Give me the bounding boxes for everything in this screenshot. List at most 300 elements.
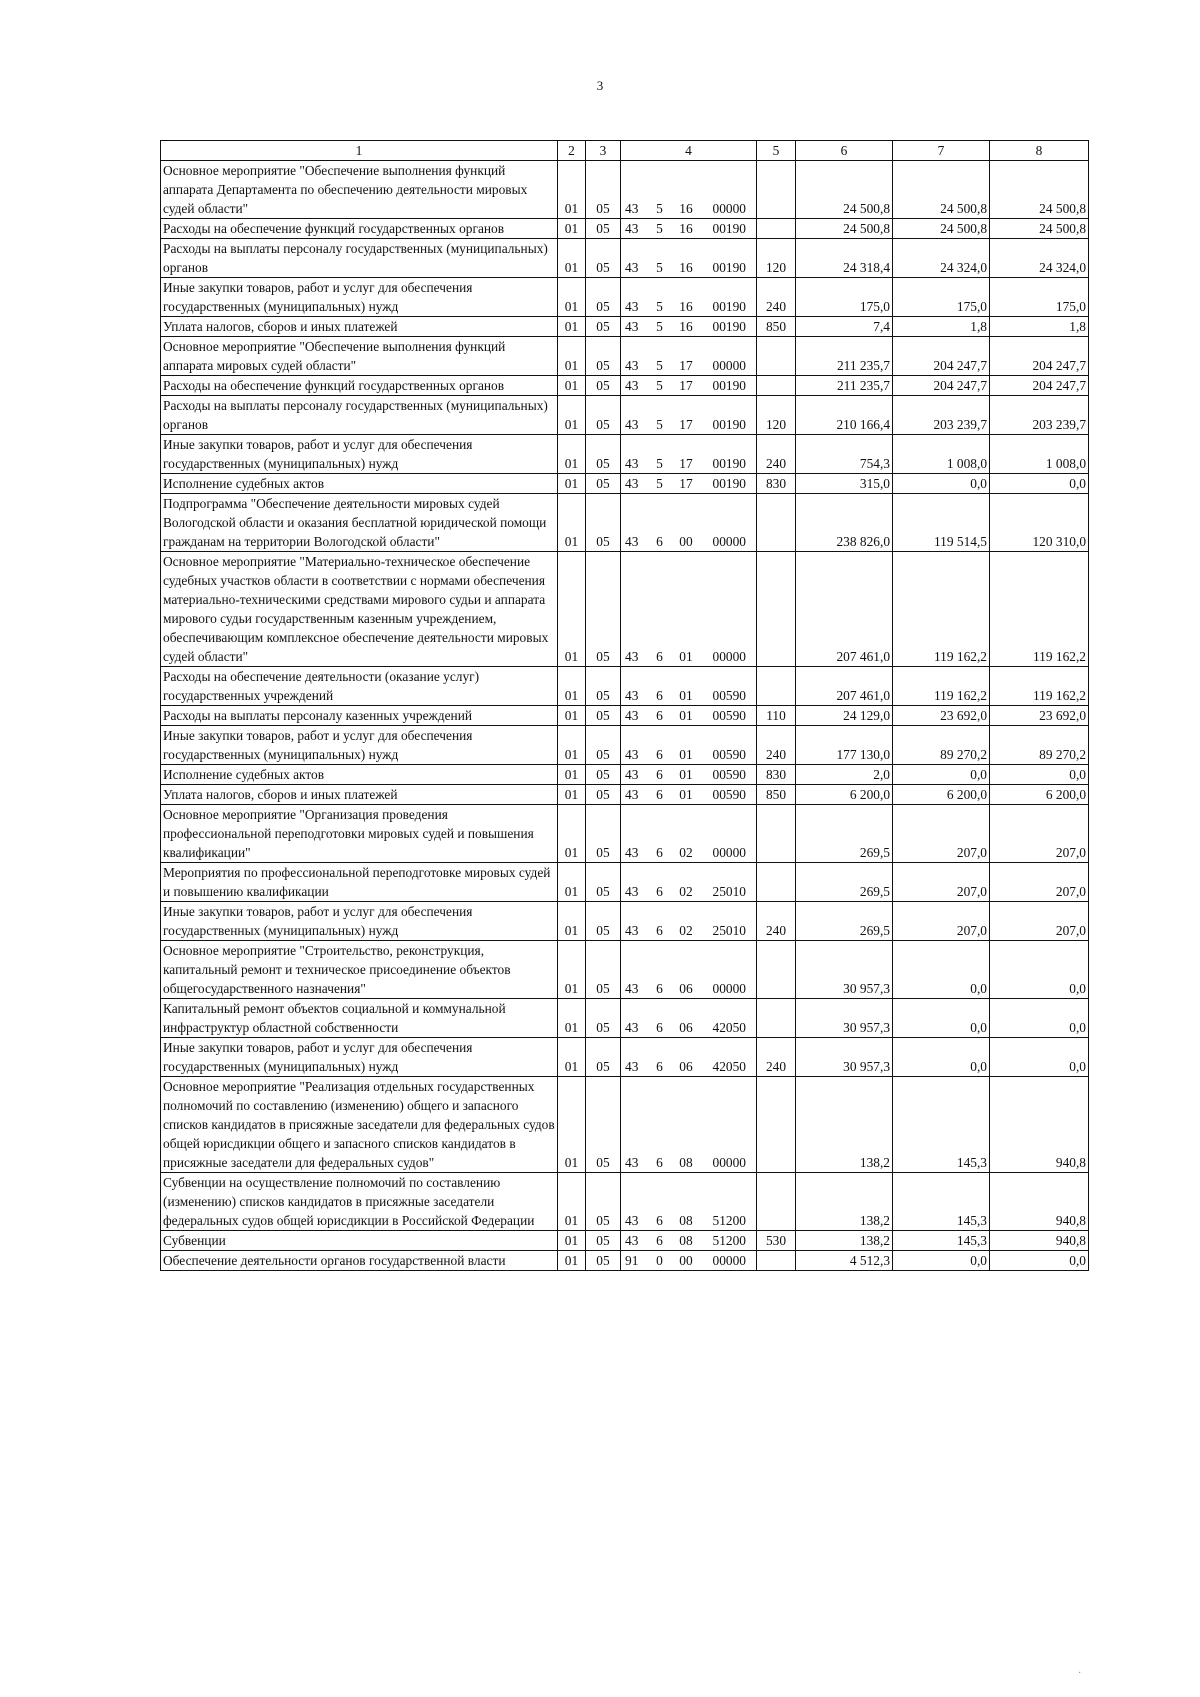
amount-col-8: 0,0 xyxy=(990,941,1089,999)
direction-code: 00000 xyxy=(703,1077,757,1173)
event-code: 08 xyxy=(670,1077,703,1173)
event-code: 01 xyxy=(670,706,703,726)
budget-table xyxy=(160,140,1089,1271)
table-body xyxy=(161,161,1089,1271)
section-code: 01 xyxy=(558,337,586,376)
section-code: 01 xyxy=(558,474,586,494)
program-code: 43 xyxy=(621,317,650,337)
subprogram-code: 6 xyxy=(650,902,670,941)
subprogram-code: 6 xyxy=(650,941,670,999)
amount-col-8: 204 247,7 xyxy=(990,337,1089,376)
program-code: 43 xyxy=(621,941,650,999)
row-name: Основное мероприятие "Реализация отдельных государственных полномочий по составлению (изменению) общего и запасного списков кандидатов в присяжные заседатели для федеральных судов общей юрисдикции общего и запасного списков кандидатов в присяжные заседатели для федеральных судов" xyxy=(161,1077,558,1173)
event-code: 16 xyxy=(670,161,703,219)
expense-type-code: 110 xyxy=(757,706,796,726)
table-row xyxy=(161,494,1089,552)
amount-col-7: 119 514,5 xyxy=(893,494,990,552)
program-code: 43 xyxy=(621,902,650,941)
direction-code: 00590 xyxy=(703,667,757,706)
expense-type-code xyxy=(757,1173,796,1231)
event-code: 16 xyxy=(670,278,703,317)
subsection-code: 05 xyxy=(586,1231,621,1251)
program-code: 43 xyxy=(621,494,650,552)
direction-code: 00190 xyxy=(703,376,757,396)
subsection-code: 05 xyxy=(586,1173,621,1231)
subprogram-code: 5 xyxy=(650,278,670,317)
table-row xyxy=(161,726,1089,765)
expense-type-code: 850 xyxy=(757,317,796,337)
amount-col-7: 204 247,7 xyxy=(893,337,990,376)
subprogram-code: 6 xyxy=(650,726,670,765)
amount-col-6: 7,4 xyxy=(796,317,893,337)
subsection-code: 05 xyxy=(586,494,621,552)
row-name: Иные закупки товаров, работ и услуг для обеспечения государственных (муниципальных) нужд xyxy=(161,726,558,765)
section-code: 01 xyxy=(558,1251,586,1271)
row-name: Расходы на обеспечение функций государственных органов xyxy=(161,219,558,239)
table-row xyxy=(161,435,1089,474)
amount-col-7: 0,0 xyxy=(893,474,990,494)
amount-col-7: 1,8 xyxy=(893,317,990,337)
subprogram-code: 6 xyxy=(650,1173,670,1231)
expense-type-code: 830 xyxy=(757,474,796,494)
section-code: 01 xyxy=(558,726,586,765)
subprogram-code: 6 xyxy=(650,667,670,706)
section-code: 01 xyxy=(558,435,586,474)
event-code: 16 xyxy=(670,317,703,337)
section-code: 01 xyxy=(558,902,586,941)
amount-col-6: 207 461,0 xyxy=(796,667,893,706)
direction-code: 00590 xyxy=(703,785,757,805)
table-row xyxy=(161,902,1089,941)
section-code: 01 xyxy=(558,1231,586,1251)
row-name: Расходы на обеспечение функций государственных органов xyxy=(161,376,558,396)
event-code: 17 xyxy=(670,474,703,494)
row-name: Основное мероприятие "Обеспечение выполнения функций аппарата Департамента по обеспечению деятельности мировых судей области" xyxy=(161,161,558,219)
subprogram-code: 6 xyxy=(650,1231,670,1251)
table-row xyxy=(161,1251,1089,1271)
amount-col-6: 6 200,0 xyxy=(796,785,893,805)
expense-type-code: 530 xyxy=(757,1231,796,1251)
amount-col-6: 754,3 xyxy=(796,435,893,474)
event-code: 01 xyxy=(670,785,703,805)
event-code: 02 xyxy=(670,805,703,863)
amount-col-6: 269,5 xyxy=(796,902,893,941)
amount-col-6: 269,5 xyxy=(796,805,893,863)
amount-col-7: 207,0 xyxy=(893,863,990,902)
event-code: 02 xyxy=(670,902,703,941)
row-name: Иные закупки товаров, работ и услуг для обеспечения государственных (муниципальных) нужд xyxy=(161,435,558,474)
subprogram-code: 5 xyxy=(650,239,670,278)
amount-col-6: 210 166,4 xyxy=(796,396,893,435)
subsection-code: 05 xyxy=(586,435,621,474)
amount-col-8: 940,8 xyxy=(990,1231,1089,1251)
subsection-code: 05 xyxy=(586,376,621,396)
direction-code: 51200 xyxy=(703,1173,757,1231)
section-code: 01 xyxy=(558,785,586,805)
table-row xyxy=(161,376,1089,396)
program-code: 43 xyxy=(621,396,650,435)
row-name: Мероприятия по профессиональной переподготовке мировых судей и повышению квалификации xyxy=(161,863,558,902)
table-row xyxy=(161,1173,1089,1231)
direction-code: 00190 xyxy=(703,239,757,278)
expense-type-code: 830 xyxy=(757,765,796,785)
event-code: 16 xyxy=(670,239,703,278)
row-name: Капитальный ремонт объектов социальной и коммунальной инфраструктур областной собственности xyxy=(161,999,558,1038)
expense-type-code: 240 xyxy=(757,1038,796,1077)
expense-type-code xyxy=(757,667,796,706)
amount-col-8: 119 162,2 xyxy=(990,552,1089,667)
expense-type-code xyxy=(757,805,796,863)
program-code: 43 xyxy=(621,337,650,376)
amount-col-8: 203 239,7 xyxy=(990,396,1089,435)
section-code: 01 xyxy=(558,552,586,667)
subsection-code: 05 xyxy=(586,863,621,902)
amount-col-7: 119 162,2 xyxy=(893,667,990,706)
section-code: 01 xyxy=(558,317,586,337)
amount-col-7: 119 162,2 xyxy=(893,552,990,667)
direction-code: 00190 xyxy=(703,474,757,494)
amount-col-8: 175,0 xyxy=(990,278,1089,317)
program-code: 43 xyxy=(621,435,650,474)
amount-col-7: 204 247,7 xyxy=(893,376,990,396)
subsection-code: 05 xyxy=(586,785,621,805)
amount-col-7: 1 008,0 xyxy=(893,435,990,474)
amount-col-8: 24 324,0 xyxy=(990,239,1089,278)
amount-col-6: 211 235,7 xyxy=(796,376,893,396)
subsection-code: 05 xyxy=(586,219,621,239)
program-code: 43 xyxy=(621,706,650,726)
row-name: Исполнение судебных актов xyxy=(161,765,558,785)
section-code: 01 xyxy=(558,376,586,396)
program-code: 43 xyxy=(621,667,650,706)
subprogram-code: 6 xyxy=(650,785,670,805)
table-row xyxy=(161,552,1089,667)
subprogram-code: 6 xyxy=(650,1077,670,1173)
amount-col-6: 177 130,0 xyxy=(796,726,893,765)
event-code: 17 xyxy=(670,396,703,435)
subsection-code: 05 xyxy=(586,999,621,1038)
page-number: 3 xyxy=(596,78,604,93)
table-row xyxy=(161,239,1089,278)
subprogram-code: 5 xyxy=(650,474,670,494)
expense-type-code xyxy=(757,219,796,239)
row-name: Основное мероприятие "Строительство, реконструкция, капитальный ремонт и техническое присоединение объектов общегосударственного назначения" xyxy=(161,941,558,999)
amount-col-8: 207,0 xyxy=(990,863,1089,902)
section-code: 01 xyxy=(558,1077,586,1173)
event-code: 17 xyxy=(670,435,703,474)
section-code: 01 xyxy=(558,219,586,239)
amount-col-8: 0,0 xyxy=(990,1251,1089,1271)
subprogram-code: 0 xyxy=(650,1251,670,1271)
amount-col-8: 1 008,0 xyxy=(990,435,1089,474)
expense-type-code xyxy=(757,494,796,552)
amount-col-8: 204 247,7 xyxy=(990,376,1089,396)
subprogram-code: 5 xyxy=(650,337,670,376)
table-row xyxy=(161,667,1089,706)
subprogram-code: 6 xyxy=(650,805,670,863)
direction-code: 00590 xyxy=(703,726,757,765)
event-code: 01 xyxy=(670,667,703,706)
expense-type-code xyxy=(757,1251,796,1271)
amount-col-6: 138,2 xyxy=(796,1173,893,1231)
subsection-code: 05 xyxy=(586,667,621,706)
program-code: 43 xyxy=(621,474,650,494)
subsection-code: 05 xyxy=(586,805,621,863)
expense-type-code xyxy=(757,863,796,902)
direction-code: 00000 xyxy=(703,337,757,376)
row-name: Подпрограмма "Обеспечение деятельности мировых судей Вологодской области и оказания бесплатной юридической помощи гражданам на территории Вологодской области" xyxy=(161,494,558,552)
program-code: 43 xyxy=(621,726,650,765)
event-code: 02 xyxy=(670,863,703,902)
amount-col-8: 119 162,2 xyxy=(990,667,1089,706)
row-name: Иные закупки товаров, работ и услуг для обеспечения государственных (муниципальных) нужд xyxy=(161,1038,558,1077)
amount-col-6: 2,0 xyxy=(796,765,893,785)
amount-col-7: 24 324,0 xyxy=(893,239,990,278)
direction-code: 00590 xyxy=(703,765,757,785)
table-row xyxy=(161,1038,1089,1077)
amount-col-8: 6 200,0 xyxy=(990,785,1089,805)
program-code: 43 xyxy=(621,1231,650,1251)
section-code: 01 xyxy=(558,765,586,785)
expense-type-code: 240 xyxy=(757,902,796,941)
amount-col-6: 24 500,8 xyxy=(796,161,893,219)
program-code: 43 xyxy=(621,765,650,785)
amount-col-7: 24 500,8 xyxy=(893,161,990,219)
header-col-8: 8 xyxy=(990,141,1089,161)
amount-col-7: 175,0 xyxy=(893,278,990,317)
table-row xyxy=(161,941,1089,999)
amount-col-6: 138,2 xyxy=(796,1077,893,1173)
section-code: 01 xyxy=(558,161,586,219)
table-row xyxy=(161,1231,1089,1251)
program-code: 91 xyxy=(621,1251,650,1271)
section-code: 01 xyxy=(558,863,586,902)
program-code: 43 xyxy=(621,785,650,805)
amount-col-6: 315,0 xyxy=(796,474,893,494)
subsection-code: 05 xyxy=(586,161,621,219)
amount-col-7: 0,0 xyxy=(893,999,990,1038)
amount-col-7: 0,0 xyxy=(893,765,990,785)
subprogram-code: 6 xyxy=(650,706,670,726)
section-code: 01 xyxy=(558,999,586,1038)
expense-type-code: 240 xyxy=(757,278,796,317)
event-code: 00 xyxy=(670,494,703,552)
direction-code: 00000 xyxy=(703,941,757,999)
table-row xyxy=(161,765,1089,785)
direction-code: 00190 xyxy=(703,396,757,435)
amount-col-8: 0,0 xyxy=(990,474,1089,494)
subprogram-code: 6 xyxy=(650,999,670,1038)
event-code: 17 xyxy=(670,337,703,376)
row-name: Основное мероприятие "Обеспечение выполнения функций аппарата мировых судей области" xyxy=(161,337,558,376)
amount-col-8: 24 500,8 xyxy=(990,161,1089,219)
event-code: 06 xyxy=(670,941,703,999)
subsection-code: 05 xyxy=(586,337,621,376)
row-name: Исполнение судебных актов xyxy=(161,474,558,494)
event-code: 06 xyxy=(670,999,703,1038)
header-col-1: 1 xyxy=(161,141,558,161)
header-col-2: 2 xyxy=(558,141,586,161)
amount-col-6: 24 318,4 xyxy=(796,239,893,278)
program-code: 43 xyxy=(621,161,650,219)
event-code: 17 xyxy=(670,376,703,396)
row-name: Расходы на выплаты персоналу государственных (муниципальных) органов xyxy=(161,396,558,435)
amount-col-8: 940,8 xyxy=(990,1077,1089,1173)
row-name: Расходы на выплаты персоналу казенных учреждений xyxy=(161,706,558,726)
amount-col-6: 30 957,3 xyxy=(796,999,893,1038)
header-row xyxy=(161,141,1089,161)
direction-code: 00190 xyxy=(703,317,757,337)
amount-col-6: 30 957,3 xyxy=(796,1038,893,1077)
expense-type-code xyxy=(757,376,796,396)
program-code: 43 xyxy=(621,278,650,317)
amount-col-7: 203 239,7 xyxy=(893,396,990,435)
expense-type-code xyxy=(757,161,796,219)
scan-artifact-mark: · xyxy=(1078,1668,1082,1679)
subsection-code: 05 xyxy=(586,552,621,667)
program-code: 43 xyxy=(621,239,650,278)
table-row xyxy=(161,706,1089,726)
program-code: 43 xyxy=(621,999,650,1038)
amount-col-7: 23 692,0 xyxy=(893,706,990,726)
amount-col-6: 211 235,7 xyxy=(796,337,893,376)
direction-code: 42050 xyxy=(703,1038,757,1077)
event-code: 01 xyxy=(670,552,703,667)
subsection-code: 05 xyxy=(586,396,621,435)
table-row xyxy=(161,278,1089,317)
subsection-code: 05 xyxy=(586,474,621,494)
expense-type-code: 240 xyxy=(757,726,796,765)
amount-col-8: 89 270,2 xyxy=(990,726,1089,765)
section-code: 01 xyxy=(558,805,586,863)
row-name: Основное мероприятие "Материально-техническое обеспечение судебных участков области в соответствии с нормами обеспечения материально-техническими средствами мирового судьи и аппарата мирового судьи государственным казенным учреждением, обеспечивающим комплексное обеспечение деятельности мировых судей области" xyxy=(161,552,558,667)
expense-type-code xyxy=(757,999,796,1038)
subsection-code: 05 xyxy=(586,317,621,337)
table-row xyxy=(161,396,1089,435)
subprogram-code: 5 xyxy=(650,396,670,435)
program-code: 43 xyxy=(621,552,650,667)
program-code: 43 xyxy=(621,376,650,396)
table-row xyxy=(161,474,1089,494)
subprogram-code: 6 xyxy=(650,863,670,902)
subsection-code: 05 xyxy=(586,726,621,765)
table-row xyxy=(161,1077,1089,1173)
section-code: 01 xyxy=(558,667,586,706)
subprogram-code: 6 xyxy=(650,494,670,552)
subsection-code: 05 xyxy=(586,941,621,999)
amount-col-8: 940,8 xyxy=(990,1173,1089,1231)
row-name: Субвенции xyxy=(161,1231,558,1251)
subprogram-code: 6 xyxy=(650,765,670,785)
subsection-code: 05 xyxy=(586,902,621,941)
section-code: 01 xyxy=(558,1038,586,1077)
amount-col-6: 138,2 xyxy=(796,1231,893,1251)
table-row xyxy=(161,219,1089,239)
amount-col-6: 207 461,0 xyxy=(796,552,893,667)
row-name: Расходы на обеспечение деятельности (оказание услуг) государственных учреждений xyxy=(161,667,558,706)
table-row xyxy=(161,785,1089,805)
row-name: Обеспечение деятельности органов государственной власти xyxy=(161,1251,558,1271)
row-name: Субвенции на осуществление полномочий по составлению (изменению) списков кандидатов в присяжные заседатели федеральных судов общей юрисдикции в Российской Федерации xyxy=(161,1173,558,1231)
subsection-code: 05 xyxy=(586,765,621,785)
direction-code: 00190 xyxy=(703,219,757,239)
section-code: 01 xyxy=(558,494,586,552)
amount-col-8: 24 500,8 xyxy=(990,219,1089,239)
section-code: 01 xyxy=(558,278,586,317)
expense-type-code xyxy=(757,337,796,376)
program-code: 43 xyxy=(621,863,650,902)
direction-code: 00190 xyxy=(703,435,757,474)
subprogram-code: 5 xyxy=(650,219,670,239)
direction-code: 42050 xyxy=(703,999,757,1038)
amount-col-6: 269,5 xyxy=(796,863,893,902)
amount-col-8: 207,0 xyxy=(990,805,1089,863)
amount-col-8: 0,0 xyxy=(990,765,1089,785)
direction-code: 00000 xyxy=(703,161,757,219)
program-code: 43 xyxy=(621,219,650,239)
program-code: 43 xyxy=(621,1038,650,1077)
event-code: 01 xyxy=(670,726,703,765)
subsection-code: 05 xyxy=(586,278,621,317)
amount-col-7: 207,0 xyxy=(893,902,990,941)
amount-col-6: 238 826,0 xyxy=(796,494,893,552)
subprogram-code: 5 xyxy=(650,317,670,337)
row-name: Уплата налогов, сборов и иных платежей xyxy=(161,317,558,337)
amount-col-8: 23 692,0 xyxy=(990,706,1089,726)
direction-code: 25010 xyxy=(703,863,757,902)
event-code: 01 xyxy=(670,765,703,785)
section-code: 01 xyxy=(558,706,586,726)
row-name: Расходы на выплаты персоналу государственных (муниципальных) органов xyxy=(161,239,558,278)
table-row xyxy=(161,805,1089,863)
program-code: 43 xyxy=(621,805,650,863)
expense-type-code: 120 xyxy=(757,396,796,435)
expense-type-code xyxy=(757,941,796,999)
table-row xyxy=(161,999,1089,1038)
amount-col-7: 145,3 xyxy=(893,1231,990,1251)
amount-col-7: 207,0 xyxy=(893,805,990,863)
amount-col-8: 120 310,0 xyxy=(990,494,1089,552)
section-code: 01 xyxy=(558,239,586,278)
amount-col-7: 0,0 xyxy=(893,1251,990,1271)
subsection-code: 05 xyxy=(586,239,621,278)
amount-col-7: 0,0 xyxy=(893,941,990,999)
expense-type-code xyxy=(757,552,796,667)
subsection-code: 05 xyxy=(586,1038,621,1077)
event-code: 08 xyxy=(670,1173,703,1231)
table-row xyxy=(161,317,1089,337)
table-row xyxy=(161,161,1089,219)
expense-type-code: 850 xyxy=(757,785,796,805)
amount-col-7: 145,3 xyxy=(893,1173,990,1231)
table-row xyxy=(161,863,1089,902)
section-code: 01 xyxy=(558,1173,586,1231)
table-row xyxy=(161,337,1089,376)
amount-col-7: 0,0 xyxy=(893,1038,990,1077)
direction-code: 00590 xyxy=(703,706,757,726)
amount-col-6: 24 129,0 xyxy=(796,706,893,726)
header-col-7: 7 xyxy=(893,141,990,161)
amount-col-8: 1,8 xyxy=(990,317,1089,337)
event-code: 00 xyxy=(670,1251,703,1271)
program-code: 43 xyxy=(621,1173,650,1231)
section-code: 01 xyxy=(558,941,586,999)
subprogram-code: 5 xyxy=(650,376,670,396)
subprogram-code: 6 xyxy=(650,1038,670,1077)
subprogram-code: 5 xyxy=(650,161,670,219)
row-name: Иные закупки товаров, работ и услуг для обеспечения государственных (муниципальных) нужд xyxy=(161,902,558,941)
subprogram-code: 5 xyxy=(650,435,670,474)
